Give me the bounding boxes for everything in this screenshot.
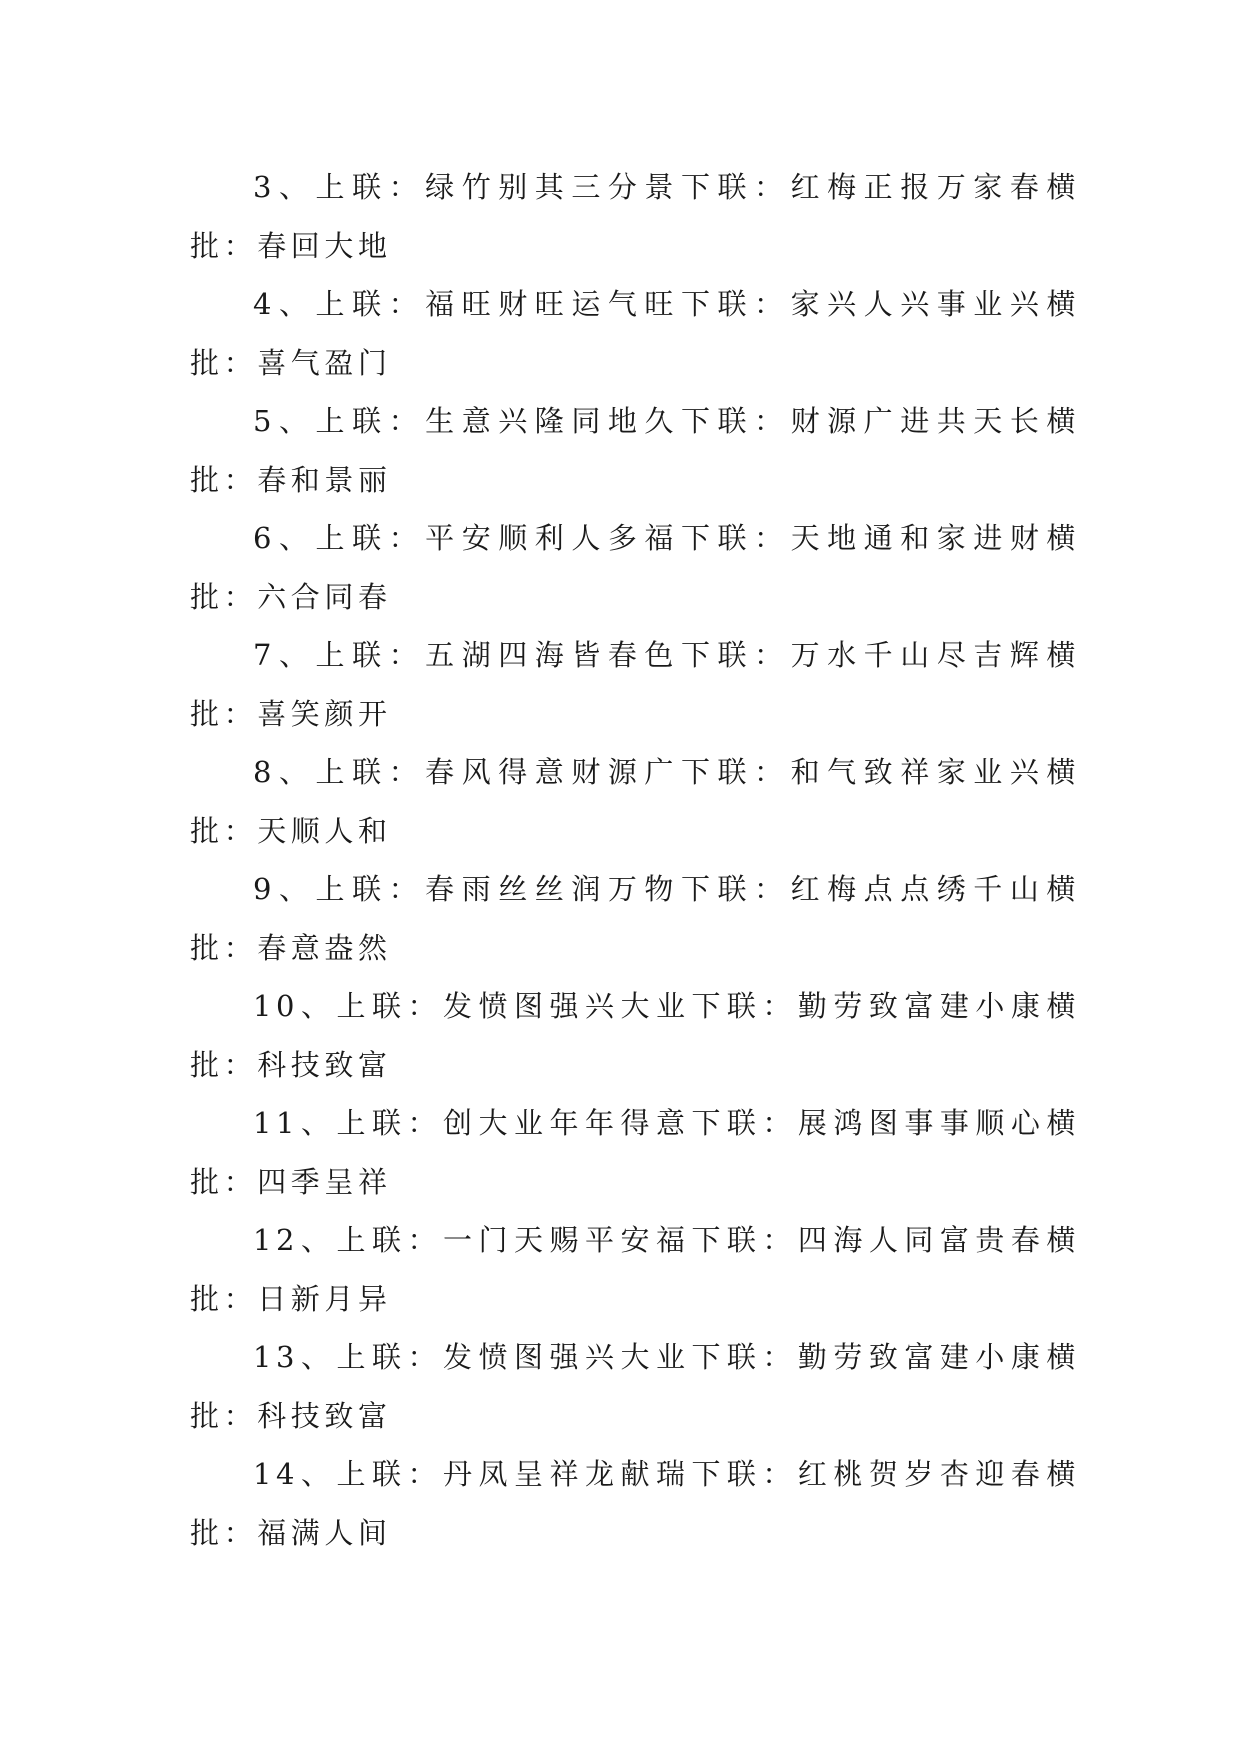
couplet-paragraph-4: 4、上联：福旺财旺运气旺下联：家兴人兴事业兴横批：喜气盈门 xyxy=(190,287,1080,380)
couplet-paragraph-11: 11、上联：创大业年年得意下联：展鸿图事事顺心横批：四季呈祥 xyxy=(190,1106,1080,1199)
couplet-paragraph-7: 7、上联：五湖四海皆春色下联：万水千山尽吉辉横批：喜笑颜开 xyxy=(190,638,1080,731)
couplet-paragraph-6: 6、上联：平安顺利人多福下联：天地通和家进财横批：六合同春 xyxy=(190,521,1080,614)
couplet-paragraph-10: 10、上联：发愤图强兴大业下联：勤劳致富建小康横批：科技致富 xyxy=(190,989,1080,1082)
couplet-paragraph-12: 12、上联：一门天赐平安福下联：四海人同富贵春横批：日新月异 xyxy=(190,1223,1080,1316)
couplet-paragraph-9: 9、上联：春雨丝丝润万物下联：红梅点点绣千山横批：春意盎然 xyxy=(190,872,1080,965)
couplet-paragraph-3: 3、上联：绿竹别其三分景下联：红梅正报万家春横批：春回大地 xyxy=(190,170,1080,263)
document-body xyxy=(190,158,1080,1562)
couplet-paragraph-13: 13、上联：发愤图强兴大业下联：勤劳致富建小康横批：科技致富 xyxy=(190,1340,1080,1433)
couplet-paragraph-14: 14、上联：丹凤呈祥龙献瑞下联：红桃贺岁杏迎春横批：福满人间 xyxy=(190,1457,1080,1550)
couplet-paragraph-5: 5、上联：生意兴隆同地久下联：财源广进共天长横批：春和景丽 xyxy=(190,404,1080,497)
couplet-paragraph-8: 8、上联：春风得意财源广下联：和气致祥家业兴横批：天顺人和 xyxy=(190,755,1080,848)
